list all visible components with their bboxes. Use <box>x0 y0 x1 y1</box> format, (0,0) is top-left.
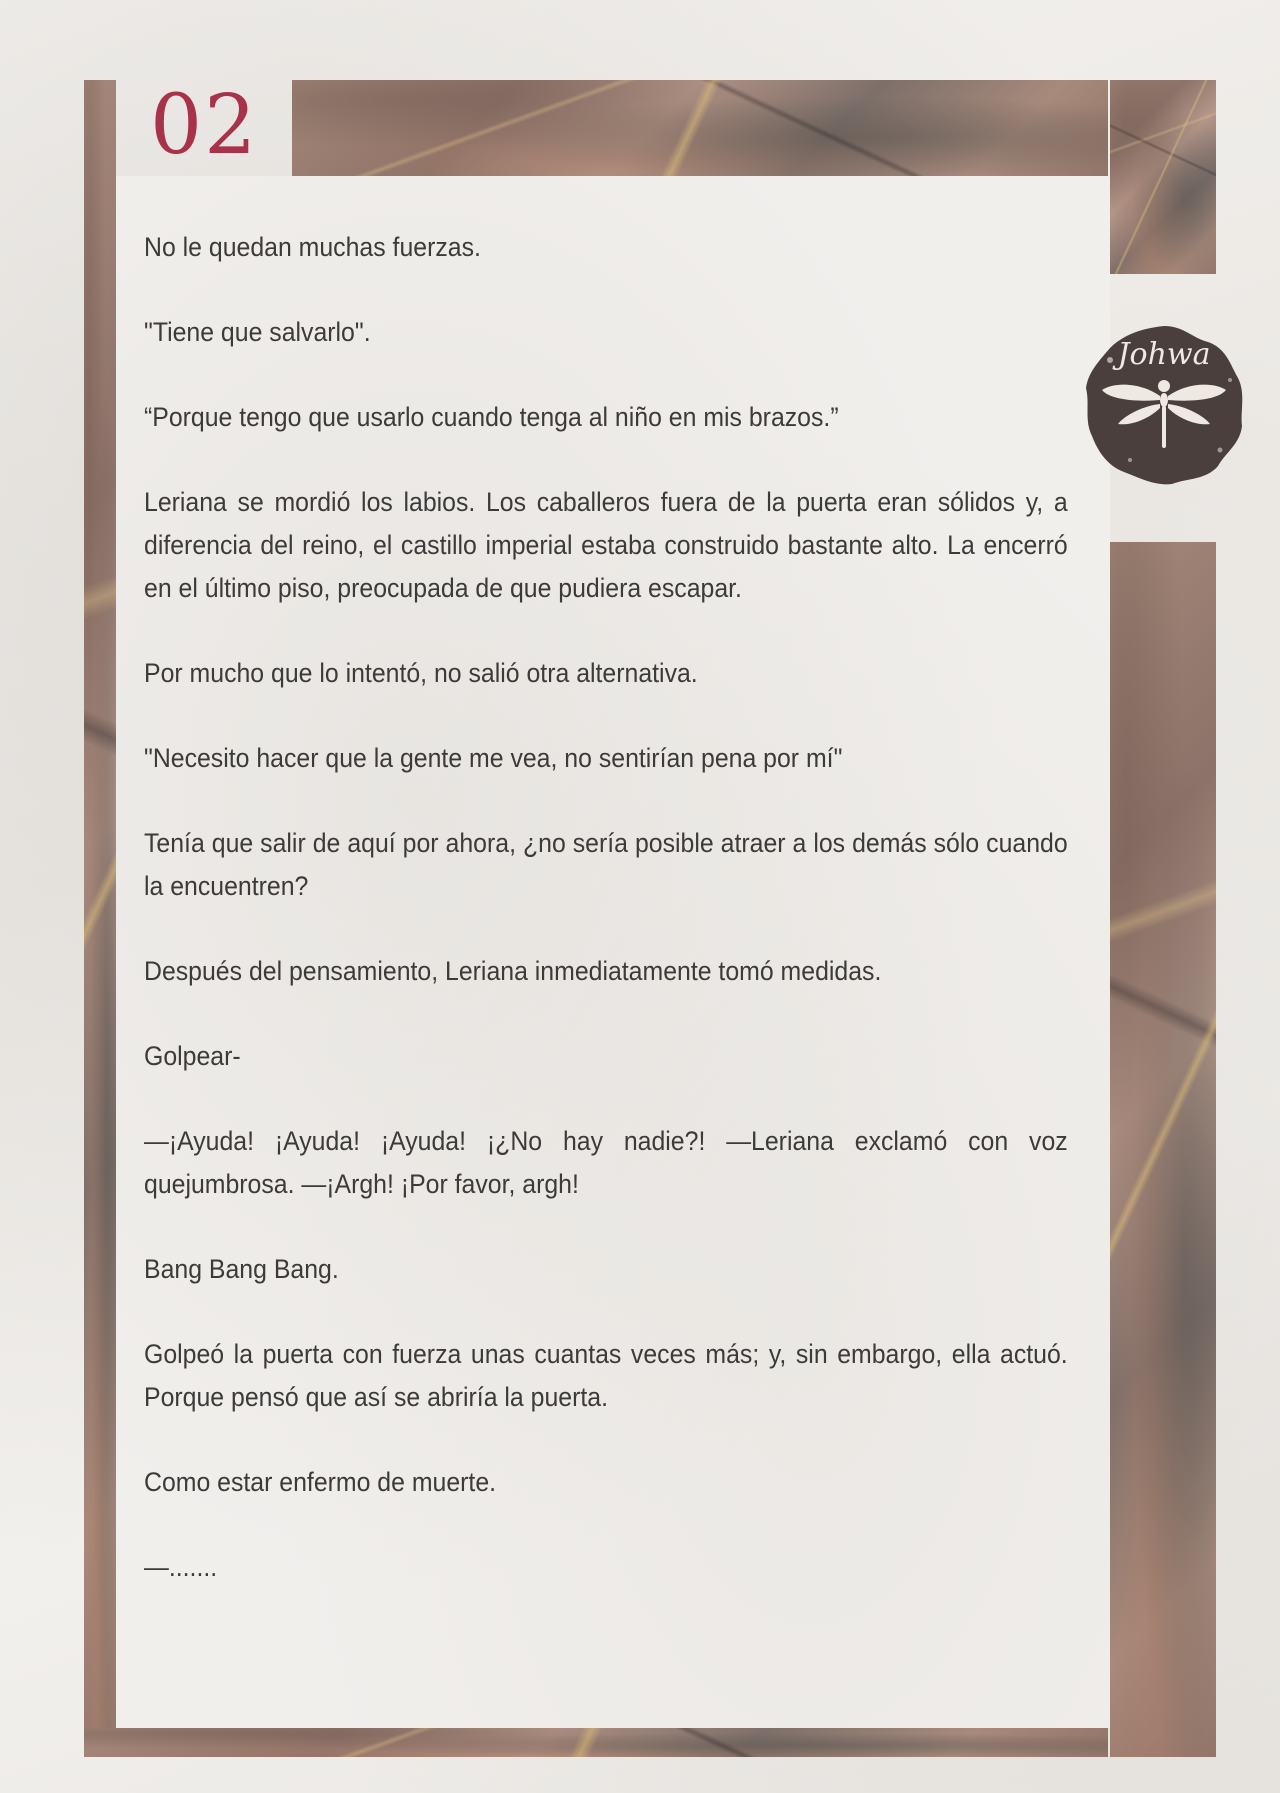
dragonfly-icon <box>1080 320 1248 488</box>
paragraph: Como estar enfermo de muerte. <box>144 1467 497 1497</box>
paragraph: Después del pensamiento, Leriana inmediatamente tomó medidas. <box>144 956 882 986</box>
paragraph: "Tiene que salvarlo". <box>144 317 371 347</box>
marble-frame-right-bottom <box>1110 542 1216 1757</box>
johwa-logo <box>1080 320 1248 488</box>
marble-frame-bottom <box>84 1728 1108 1757</box>
marble-frame-right-top <box>1110 80 1216 274</box>
paragraph: Golpeó la puerta con fuerza unas cuantas veces más; y, sin embargo, ella actuó. Porque pensó que así se abriría la puerta. <box>144 1339 1068 1412</box>
marble-frame-top <box>292 80 1108 176</box>
page-number: 02 <box>150 78 259 173</box>
paragraph: Leriana se mordió los labios. Los caballeros fuera de la puerta eran sólidos y, a diferencia del reino, el castillo imperial estaba construido bastante alto. La encerró en el último piso, preocupada de que pudiera escapar. <box>144 487 1068 603</box>
paragraph: Tenía que salir de aquí por ahora, ¿no sería posible atraer a los demás sólo cuando la encuentren? <box>144 828 1068 901</box>
paragraph: Golpear- <box>144 1041 241 1071</box>
paragraph: Por mucho que lo intentó, no salió otra alternativa. <box>144 658 698 688</box>
paragraph: No le quedan muchas fuerzas. <box>144 232 481 262</box>
paragraph: "Necesito hacer que la gente me vea, no sentirían pena por mí" <box>144 743 843 773</box>
paragraph: —¡Ayuda! ¡Ayuda! ¡Ayuda! ¡¿No hay nadie?! —Leriana exclamó con voz quejumbrosa. —¡Argh! ¡Por favor, argh! <box>144 1126 1068 1199</box>
paragraph: —....... <box>144 1552 218 1582</box>
paragraph: Bang Bang Bang. <box>144 1254 339 1284</box>
logo-text: Johwa <box>1117 337 1211 372</box>
story-text <box>144 226 1068 1631</box>
paragraph: “Porque tengo que usarlo cuando tenga al niño en mis brazos.” <box>144 402 839 432</box>
marble-frame-left <box>84 80 116 1757</box>
